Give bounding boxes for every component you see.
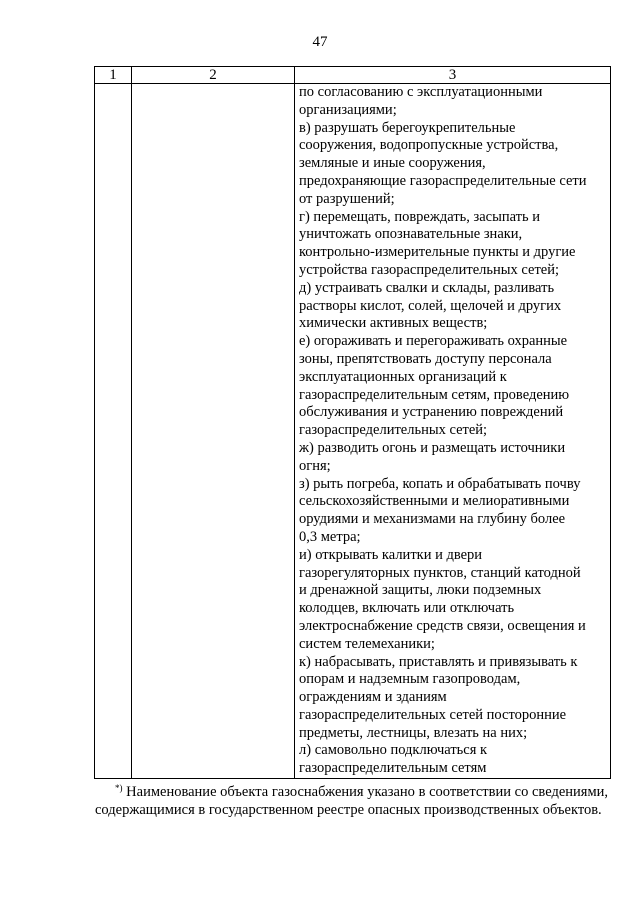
text-line: к) набрасывать, приставлять и привязывать к <box>299 653 578 670</box>
text-line: в) разрушать берегоукрепительные <box>299 119 516 136</box>
document-table <box>94 66 611 779</box>
column-header-3: 3 <box>295 67 611 84</box>
text-line: устройства газораспределительных сетей; <box>299 261 560 278</box>
text-line: и) открывать калитки и двери <box>299 546 483 563</box>
text-line: опорам и надземным газопроводам, <box>299 671 521 688</box>
text-line: по согласованию с эксплуатационными <box>299 84 543 100</box>
cell-col-2 <box>132 84 295 779</box>
text-line: ограждениям и зданиям <box>299 689 447 706</box>
text-line: электроснабжение средств связи, освещения и <box>299 617 586 634</box>
text-line: л) самовольно подключаться к <box>299 742 488 759</box>
text-line: уничтожать опознавательные знаки, <box>299 226 523 243</box>
text-line: растворы кислот, солей, щелочей и других <box>299 297 562 314</box>
text-line: зоны, препятствовать доступу персонала <box>299 350 552 367</box>
text-line: от разрушений; <box>299 190 395 207</box>
column-header-1: 1 <box>95 67 132 84</box>
text-line: огня; <box>299 457 331 474</box>
text-line: ж) разводить огонь и размещать источники <box>299 439 566 456</box>
text-line: газораспределительных сетей посторонние <box>299 706 567 723</box>
footnote-text: Наименование объекта газоснабжения указано в соответствии со сведениями, содержащимися в государственном реестре опасных производственных объектов. <box>95 784 609 818</box>
text-line: д) устраивать свалки и склады, разливать <box>299 279 555 296</box>
text-line: предохраняющие газораспределительные сети <box>299 172 587 189</box>
text-line: 0,3 метра; <box>299 528 361 545</box>
footnote <box>95 780 608 819</box>
text-line: газораспределительным сетям <box>299 760 487 777</box>
column-header-2: 2 <box>132 67 295 84</box>
table-header-row <box>95 67 611 84</box>
text-line: и дренажной защиты, люки подземных <box>299 582 542 599</box>
text-line: систем телемеханики; <box>299 635 435 652</box>
text-line: земляные и иные сооружения, <box>299 155 486 172</box>
text-line: е) огораживать и перегораживать охранные <box>299 333 568 350</box>
text-line: сельскохозяйственными и мелиоративными <box>299 493 570 510</box>
text-line: газораспределительным сетям, проведению <box>299 386 570 403</box>
text-line: сооружения, водопропускные устройства, <box>299 137 559 154</box>
text-line: газорегуляторных пунктов, станций катодной <box>299 564 581 581</box>
cell-col-1 <box>95 84 132 779</box>
text-line: колодцев, включать или отключать <box>299 600 515 617</box>
text-line: орудиями и механизмами на глубину более <box>299 511 566 528</box>
footnote-marker: *) <box>115 783 123 793</box>
text-line: организациями; <box>299 101 397 118</box>
table-row <box>95 84 611 779</box>
text-line: з) рыть погреба, копать и обрабатывать почву <box>299 475 581 492</box>
text-line: контрольно-измерительные пункты и другие <box>299 244 576 261</box>
text-line: эксплуатационных организаций к <box>299 368 507 385</box>
page-number: 47 <box>312 34 328 50</box>
text-line: газораспределительных сетей; <box>299 422 488 439</box>
text-line: обслуживания и устранению повреждений <box>299 404 564 421</box>
text-line: предметы, лестницы, влезать на них; <box>299 724 528 741</box>
text-line: химически активных веществ; <box>299 315 488 332</box>
restriction-list <box>295 84 610 778</box>
text-line: г) перемещать, повреждать, засыпать и <box>299 208 541 225</box>
cell-col-3 <box>295 84 611 779</box>
